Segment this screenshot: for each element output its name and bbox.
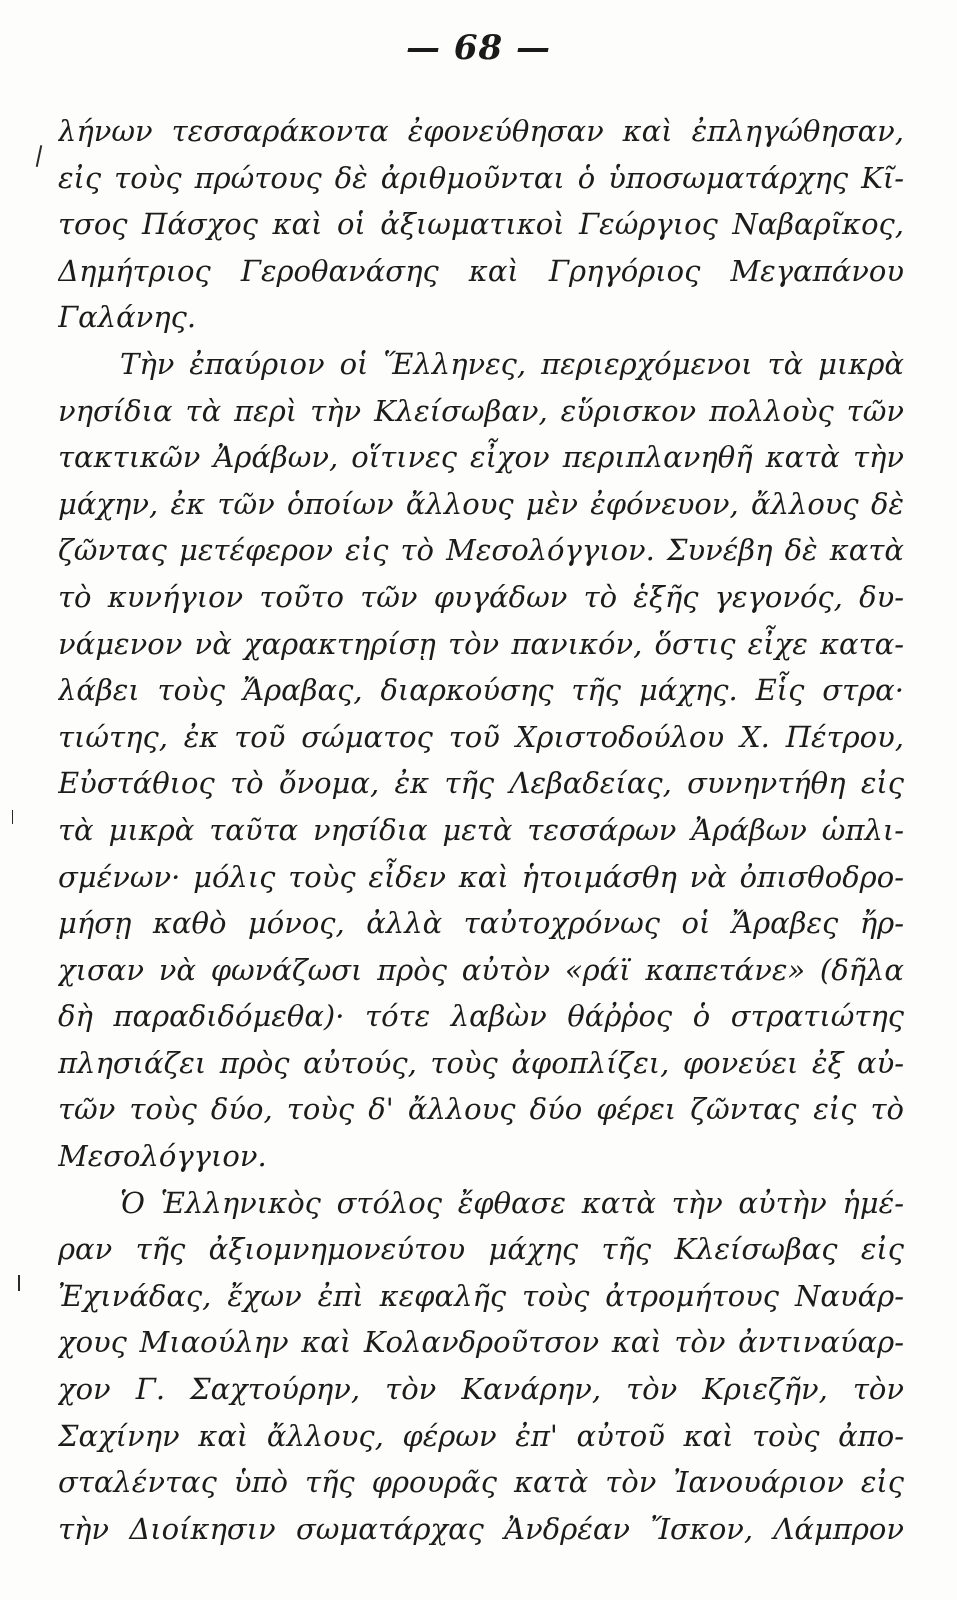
- text-line: τιώτης, ἐκ τοῦ σώματος τοῦ Χριστοδούλου Χ. Πέτρου,: [58, 719, 904, 754]
- text-line: σταλέντας ὑπὸ τῆς φρουρᾶς κατὰ τὸν Ἰανουάριον εἰς: [58, 1465, 904, 1500]
- text-line: λάβει τοὺς Ἄραβας, διαρκούσης τῆς μάχης. Εἷς στρα·: [58, 673, 904, 708]
- text-line: Εὐστάθιος τὸ ὄνομα, ἐκ τῆς Λεβαδείας, συνηντήθη εἰς: [58, 766, 904, 801]
- text-line: μήσῃ καθὸ μόνος, ἀλλὰ ταὐτοχρόνως οἱ Ἄραβες ἤρ-: [58, 906, 904, 941]
- text-line: τὰ μικρὰ ταῦτα νησίδια μετὰ τεσσάρων Ἀράβων ὡπλι-: [58, 812, 904, 847]
- text-line: μάχην, ἐκ τῶν ὁποίων ἄλλους μὲν ἐφόνευον, ἄλλους δὲ: [58, 486, 904, 521]
- text-line: ραν τῆς ἀξιομνημονεύτου μάχης τῆς Κλείσωβας εἰς: [58, 1232, 904, 1267]
- text-line: εἰς τοὺς πρώτους δὲ ἀριθμοῦνται ὁ ὑποσωματάρχης Κῖ-: [58, 160, 904, 195]
- text-line: λήνων τεσσαράκοντα ἐφονεύθησαν καὶ ἐπληγώθησαν,: [58, 114, 904, 148]
- text-line: τσος Πάσχος καὶ οἱ ἀξιωματικοὶ Γεώργιος Ναβαρῖκος,: [58, 207, 904, 242]
- paragraph-start-line: Τὴν ἐπαύριον οἱ Ἕλληνες, περιερχόμενοι τὰ μικρὰ: [120, 346, 904, 381]
- text-line: νησίδια τὰ περὶ τὴν Κλείσωβαν, εὕρισκον πολλοὺς τῶν: [58, 393, 904, 428]
- page-number: — 68 —: [406, 28, 551, 68]
- text-line: χον Γ. Σαχτούρην, τὸν Κανάρην, τὸν Κριεζῆν, τὸν: [58, 1372, 904, 1407]
- scan-speck: [12, 810, 13, 824]
- text-line: τακτικῶν Ἀράβων, οἵτινες εἶχον περιπλανηθῆ κατὰ τὴν: [58, 440, 904, 475]
- text-line: τῶν τοὺς δύο, τοὺς δ' ἄλλους δύο φέρει ζῶντας εἰς τὸ: [58, 1092, 904, 1127]
- paragraph-start-line: Ὁ Ἑλληνικὸς στόλος ἔφθασε κατὰ τὴν αὐτὴν ἡμέ-: [120, 1185, 904, 1220]
- text-line: δὴ παραδιδόμεθα)· τότε λαβὼν θάῤῥος ὁ στρατιώτης: [58, 999, 904, 1034]
- text-line: Σαχίνην καὶ ἄλλους, φέρων ἐπ' αὐτοῦ καὶ τοὺς ἀπο-: [58, 1418, 904, 1453]
- text-line: τὴν Διοίκησιν σωματάρχας Ἀνδρέαν Ἴσκον, Λάμπρον: [58, 1511, 904, 1546]
- body-text: [58, 108, 904, 1552]
- text-line: νάμενον νὰ χαρακτηρίσῃ τὸν πανικόν, ὅστις εἶχε κατα-: [58, 626, 904, 661]
- scan-speck: [18, 1275, 20, 1291]
- paragraph-end-line: Γαλάνης.: [58, 300, 197, 335]
- text-line: ζῶντας μετέφερον εἰς τὸ Μεσολόγγιον. Συνέβη δὲ κατὰ: [58, 533, 904, 568]
- text-line: χισαν νὰ φωνάζωσι πρὸς αὐτὸν «ράϊ καπετάνε» (δῆλα: [58, 952, 904, 987]
- text-line: χους Μιαούλην καὶ Κολανδροῦτσον καὶ τὸν ἀντιναύαρ-: [58, 1325, 904, 1360]
- scan-speck: [36, 145, 42, 167]
- text-line: τὸ κυνήγιον τοῦτο τῶν φυγάδων τὸ ἑξῆς γεγονός, δυ-: [58, 579, 904, 614]
- text-line: Ἐχινάδας, ἔχων ἐπὶ κεφαλῆς τοὺς ἀτρομήτους Ναυάρ-: [58, 1278, 904, 1313]
- text-line: σμένων· μόλις τοὺς εἶδεν καὶ ἡτοιμάσθη νὰ ὀπισθοδρο-: [58, 859, 904, 894]
- paragraph-end-line: Μεσολόγγιον.: [58, 1139, 267, 1174]
- text-line: Δημήτριος Γεροθανάσης καὶ Γρηγόριος Μεγαπάνου: [58, 253, 904, 288]
- text-line: πλησιάζει πρὸς αὐτούς, τοὺς ἀφοπλίζει, φονεύει ἐξ αὐ-: [58, 1045, 904, 1080]
